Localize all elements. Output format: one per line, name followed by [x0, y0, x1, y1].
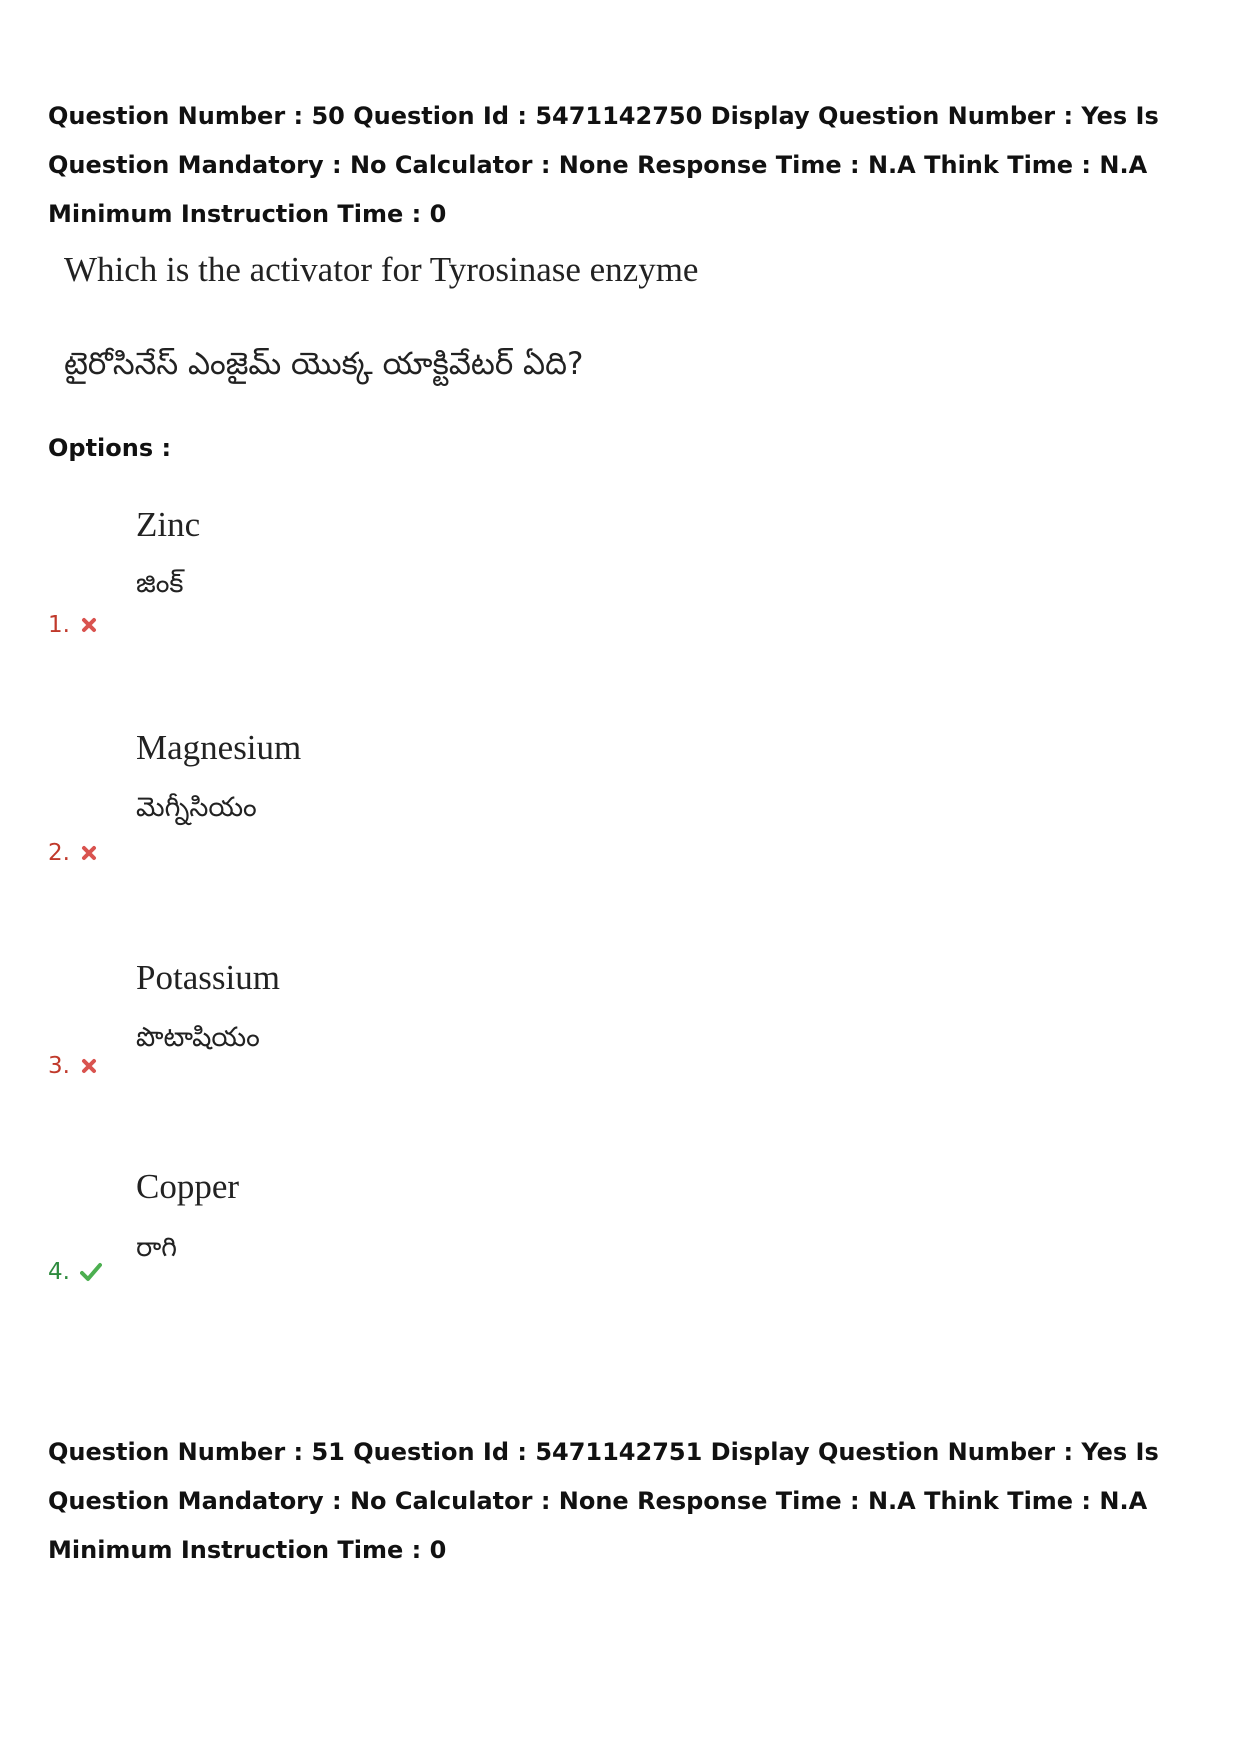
option-4-marker [48, 1259, 102, 1285]
check-icon [80, 1262, 102, 1282]
question-text-telugu: టైరోసినేస్ ఎంజైమ్ యొక్క యాక్టివేటర్ ఏది? [64, 346, 584, 382]
cross-icon [80, 844, 98, 862]
options-label: Options : [48, 434, 172, 462]
option-1-english: Zinc [136, 505, 201, 544]
option-2-marker [48, 840, 98, 866]
option-2-english: Magnesium [136, 728, 302, 767]
option-3-english: Potassium [136, 958, 280, 997]
question-text-english: Which is the activator for Tyrosinase enzyme [64, 250, 699, 289]
cross-icon [80, 1057, 98, 1075]
option-2-number: 2. [48, 840, 70, 866]
question-50-meta: Question Number : 50 Question Id : 5471142750 Display Question Number : Yes Is Question Mandatory : No Calculator : None Response Time : N.A Think Time : N.A Minimum Instruction Time : 0 [48, 102, 1159, 228]
option-3-marker [48, 1053, 98, 1079]
cross-icon [80, 616, 98, 634]
option-1-marker [48, 612, 98, 638]
option-3-telugu: పొటాషియం [136, 1022, 260, 1053]
option-3-number: 3. [48, 1053, 70, 1079]
option-2-telugu: మెగ్నీసియం [136, 792, 257, 823]
option-4-english: Copper [136, 1167, 240, 1206]
option-4-telugu: రాగి [136, 1232, 178, 1263]
option-4-number: 4. [48, 1259, 70, 1285]
option-1-telugu: జింక్ [136, 568, 184, 599]
option-1-number: 1. [48, 612, 70, 638]
question-51-meta: Question Number : 51 Question Id : 5471142751 Display Question Number : Yes Is Question Mandatory : No Calculator : None Response Time : N.A Think Time : N.A Minimum Instruction Time : 0 [48, 1438, 1159, 1564]
